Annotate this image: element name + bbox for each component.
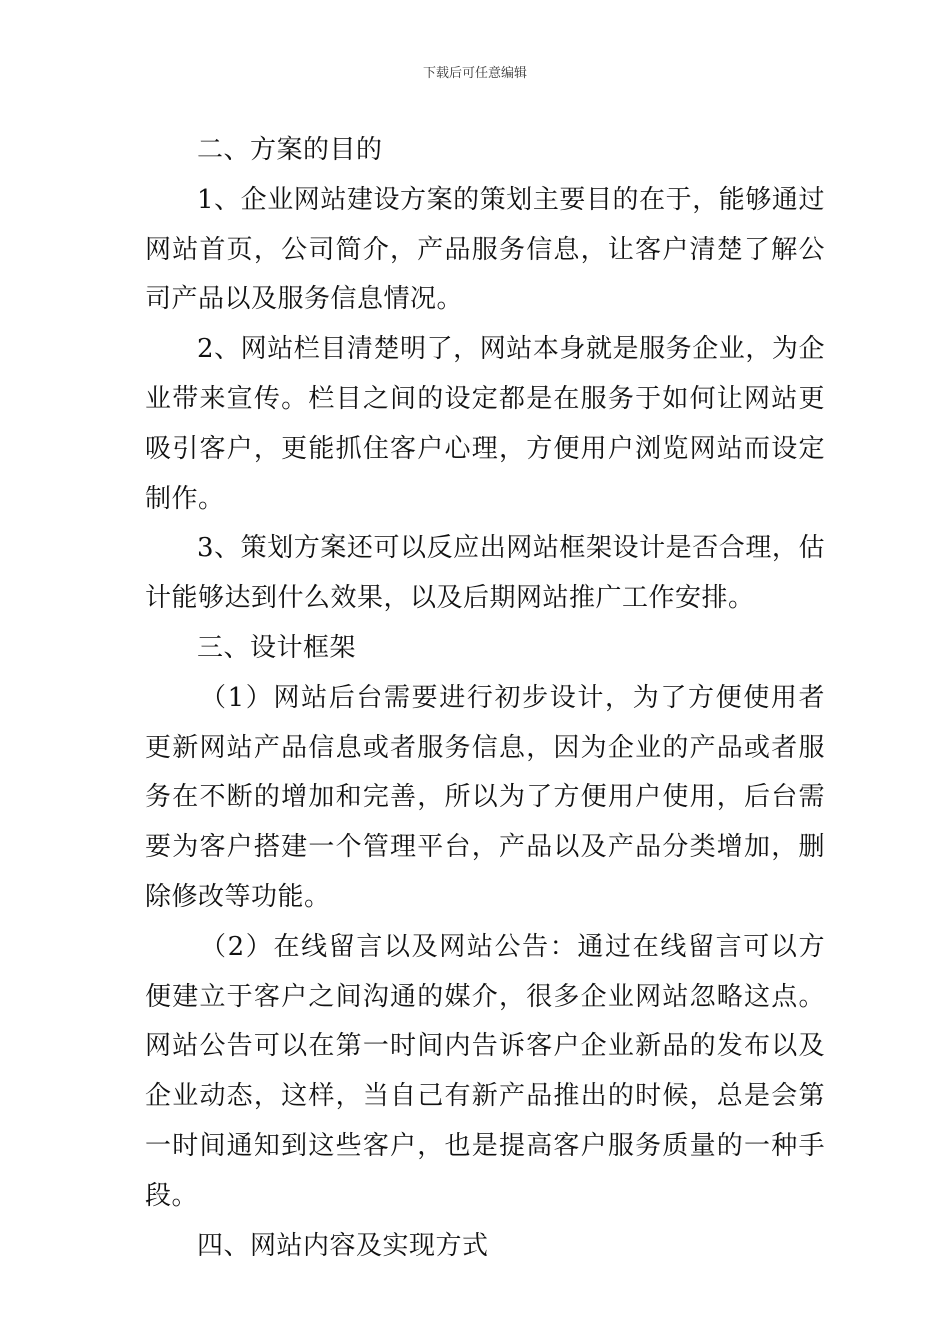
- paragraph-framework-2: （2）在线留言以及网站公告：通过在线留言可以方便建立于客户之间沟通的媒介，很多企业网站忽略这点。网站公告可以在第一时间内告诉客户企业新品的发布以及企业动态，这样，当自己有新产品推出的时候，总是会第一时间通知到这些客户，也是提高客户服务质量的一种手段。: [145, 931, 825, 1211]
- paragraph-1: 1、企业网站建设方案的策划主要目的在于，能够通过网站首页，公司简介，产品服务信息，让客户清楚了解公司产品以及服务信息情况。: [145, 184, 825, 315]
- section-heading-3: 三、设计框架: [197, 632, 357, 663]
- section-heading-2: 二、方案的目的: [197, 135, 383, 165]
- page-header: 下载后可任意编辑: [422, 66, 527, 81]
- document-body: [145, 126, 825, 1271]
- paragraph-framework-1: （1）网站后台需要进行初步设计，为了方便使用者更新网站产品信息或者服务信息，因为企业的产品或者服务在不断的增加和完善，所以为了方便用户使用，后台需要为客户搭建一个管理平台，产品以及产品分类增加，删除修改等功能。: [145, 682, 825, 912]
- paragraph-3: 3、策划方案还可以反应出网站框架设计是否合理，估计能够达到什么效果，以及后期网站推广工作安排。: [145, 533, 825, 614]
- section-heading-4: 四、网站内容及实现方式: [197, 1230, 489, 1261]
- paragraph-2: 2、网站栏目清楚明了，网站本身就是服务企业，为企业带来宣传。栏目之间的设定都是在服务于如何让网站更吸引客户，更能抓住客户心理，方便用户浏览网站而设定制作。: [145, 334, 825, 514]
